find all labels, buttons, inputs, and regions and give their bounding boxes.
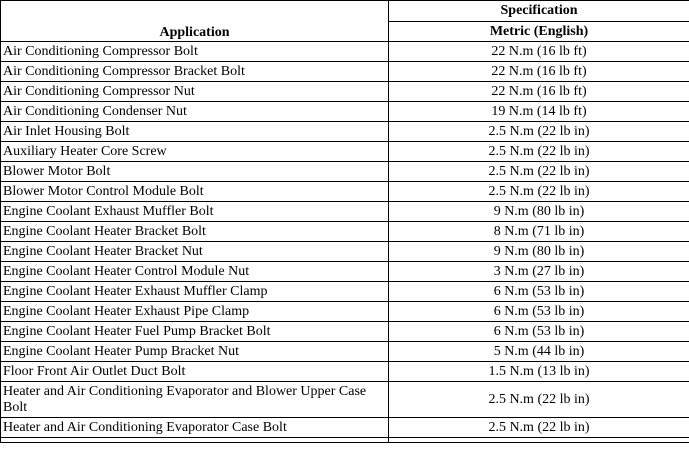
table-row <box>1 182 689 202</box>
table-row <box>1 142 689 162</box>
specification-cell: 9 N.m (80 lb in) <box>389 202 689 222</box>
application-cell: Engine Coolant Heater Pump Bracket Nut <box>1 342 389 362</box>
specification-cell: 6 N.m (53 lb in) <box>389 282 689 302</box>
table-row <box>1 262 689 282</box>
application-cell: Heater and Air Conditioning Evaporator and Blower Upper Case Bolt <box>1 382 389 418</box>
table-row <box>1 302 689 322</box>
specification-cell: 2.5 N.m (22 lb in) <box>389 418 689 438</box>
application-cell: Engine Coolant Heater Control Module Nut <box>1 262 389 282</box>
specification-cell: 2.5 N.m (22 lb in) <box>389 162 689 182</box>
header-row-top <box>1 1 689 22</box>
table-row <box>1 418 689 438</box>
specification-cell: 6 N.m (53 lb in) <box>389 322 689 342</box>
table-row <box>1 122 689 142</box>
specification-cell: 2.5 N.m (22 lb in) <box>389 122 689 142</box>
table-row <box>1 382 689 418</box>
application-cell: Engine Coolant Heater Exhaust Pipe Clamp <box>1 302 389 322</box>
table-row <box>1 282 689 302</box>
empty-cell <box>1 438 389 443</box>
table-row <box>1 42 689 62</box>
application-cell: Air Conditioning Compressor Bolt <box>1 42 389 62</box>
specification-cell: 6 N.m (53 lb in) <box>389 302 689 322</box>
empty-cell <box>389 438 689 443</box>
specification-cell: 5 N.m (44 lb in) <box>389 342 689 362</box>
table-row <box>1 202 689 222</box>
table-row <box>1 222 689 242</box>
application-column-header: Application <box>1 1 389 42</box>
table-row <box>1 162 689 182</box>
application-cell: Heater and Air Conditioning Evaporator Case Bolt <box>1 418 389 438</box>
table-row <box>1 82 689 102</box>
specification-cell: 22 N.m (16 lb ft) <box>389 42 689 62</box>
table-row <box>1 62 689 82</box>
specification-cell: 22 N.m (16 lb ft) <box>389 82 689 102</box>
application-cell: Auxiliary Heater Core Screw <box>1 142 389 162</box>
specification-cell: 2.5 N.m (22 lb in) <box>389 142 689 162</box>
table-row <box>1 102 689 122</box>
specification-cell: 8 N.m (71 lb in) <box>389 222 689 242</box>
specification-column-header: Specification <box>389 1 689 22</box>
table-row <box>1 342 689 362</box>
application-cell: Blower Motor Bolt <box>1 162 389 182</box>
application-cell: Engine Coolant Heater Exhaust Muffler Clamp <box>1 282 389 302</box>
application-cell: Engine Coolant Heater Fuel Pump Bracket Bolt <box>1 322 389 342</box>
specification-cell: 2.5 N.m (22 lb in) <box>389 382 689 418</box>
specification-cell: 3 N.m (27 lb in) <box>389 262 689 282</box>
application-cell: Air Conditioning Condenser Nut <box>1 102 389 122</box>
application-cell: Engine Coolant Exhaust Muffler Bolt <box>1 202 389 222</box>
table-row <box>1 362 689 382</box>
specification-cell: 2.5 N.m (22 lb in) <box>389 182 689 202</box>
application-cell: Air Conditioning Compressor Nut <box>1 82 389 102</box>
application-cell: Air Inlet Housing Bolt <box>1 122 389 142</box>
table-body <box>1 42 689 443</box>
application-cell: Floor Front Air Outlet Duct Bolt <box>1 362 389 382</box>
specification-cell: 9 N.m (80 lb in) <box>389 242 689 262</box>
table-row <box>1 322 689 342</box>
specification-cell: 19 N.m (14 lb ft) <box>389 102 689 122</box>
metric-english-subheader: Metric (English) <box>389 22 689 42</box>
table-row-cut-off <box>1 438 689 443</box>
table-row <box>1 242 689 262</box>
specification-cell: 22 N.m (16 lb ft) <box>389 62 689 82</box>
application-cell: Air Conditioning Compressor Bracket Bolt <box>1 62 389 82</box>
application-cell: Blower Motor Control Module Bolt <box>1 182 389 202</box>
application-cell: Engine Coolant Heater Bracket Bolt <box>1 222 389 242</box>
application-cell: Engine Coolant Heater Bracket Nut <box>1 242 389 262</box>
specification-cell: 1.5 N.m (13 lb in) <box>389 362 689 382</box>
